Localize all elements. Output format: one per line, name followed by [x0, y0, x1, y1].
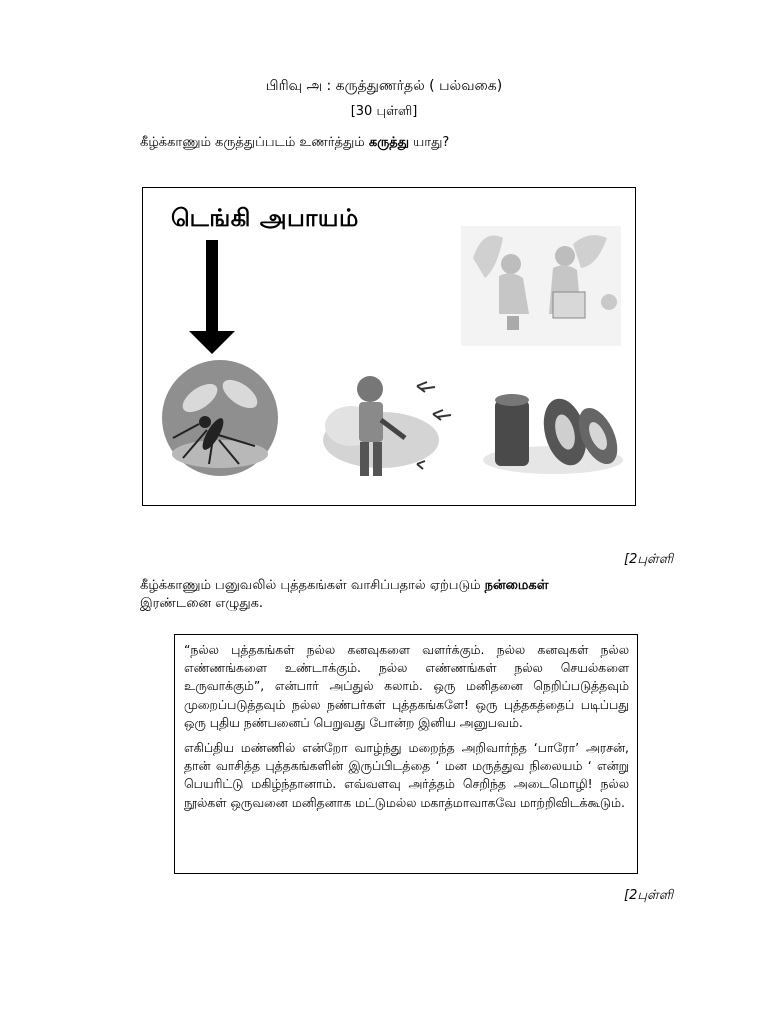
reading-passage [174, 634, 638, 874]
question-1-prefix: கீழ்க்காணும் கருத்துப்படம் உணர்த்தும் [140, 135, 369, 150]
question-2-line-2: இரண்டனை எழுதுக. [140, 596, 264, 611]
marks-label-1: [2புள்ளி [624, 552, 674, 567]
down-arrow-icon [189, 240, 235, 354]
passage-paragraph-1: “நல்ல புத்தகங்கள் நல்ல கனவுகளை வளர்க்கும். நல்ல கனவுகள் நல்ல எண்ணங்களை உண்டாக்கும். நல்ல எண்ணங்கள் நல்ல செயல்களை உருவாக்கும்”, என்பார் அப்துல் கலாம். ஒரு மனிதனை நெறிப்படுத்தவும் முறைப்படுத்தவும் நல்ல நண்பர்கள் புத்தகங்களே! ஒரு புத்தகத்தைப் படிப்பது ஒரு புதிய நண்பனைப் பெறுவது போன்ற இனிய அனுபவம். [184, 642, 629, 730]
mosquito-circle-icon [162, 360, 278, 476]
question-1-keyword: கருத்து [368, 135, 409, 150]
section-marks: [30 புள்ளி] [350, 104, 418, 119]
passage-paragraph-2: எகிப்திய மண்ணில் என்றோ வாழ்ந்து மறைந்த அறிவார்ந்த ‘பாரோ’ அரசன், தான் வாசித்த புத்தகங்களின் இருப்பிடத்தை ‘ மன மருத்துவ நிலையம் ‘ என்று பெயரிட்டு மகிழ்ந்தானாம். எவ்வளவு அர்த்தம் செறிந்த அடைமொழி! நல்ல நூல்கள் ஒருவனை மனிதனாக மட்டுமல்ல மகாத்மாவாகவே மாற்றிவிடக்கூடும். [184, 740, 629, 810]
question-2-line-1 [140, 578, 548, 594]
question-2-prefix: கீழ்க்காணும் பனுவலில் புத்தகங்கள் வாசிப்பதால் ஏற்படும் [140, 578, 485, 593]
poster-illustrations [143, 188, 637, 507]
question-1 [140, 135, 449, 151]
dengue-poster [142, 187, 636, 506]
poster-title: டெங்கி அபாயம் [171, 204, 359, 232]
children-cleaning-icon [461, 226, 621, 346]
question-1-suffix: யாது? [409, 135, 450, 150]
fogging-worker-icon [323, 376, 451, 476]
tyres-containers-icon [483, 394, 625, 474]
section-title: பிரிவு அ : கருத்துணர்தல் ( பல்வகை) [265, 78, 503, 94]
question-2-keyword: நன்மைகள் [484, 578, 549, 593]
marks-label-2: [2புள்ளி [624, 888, 674, 903]
